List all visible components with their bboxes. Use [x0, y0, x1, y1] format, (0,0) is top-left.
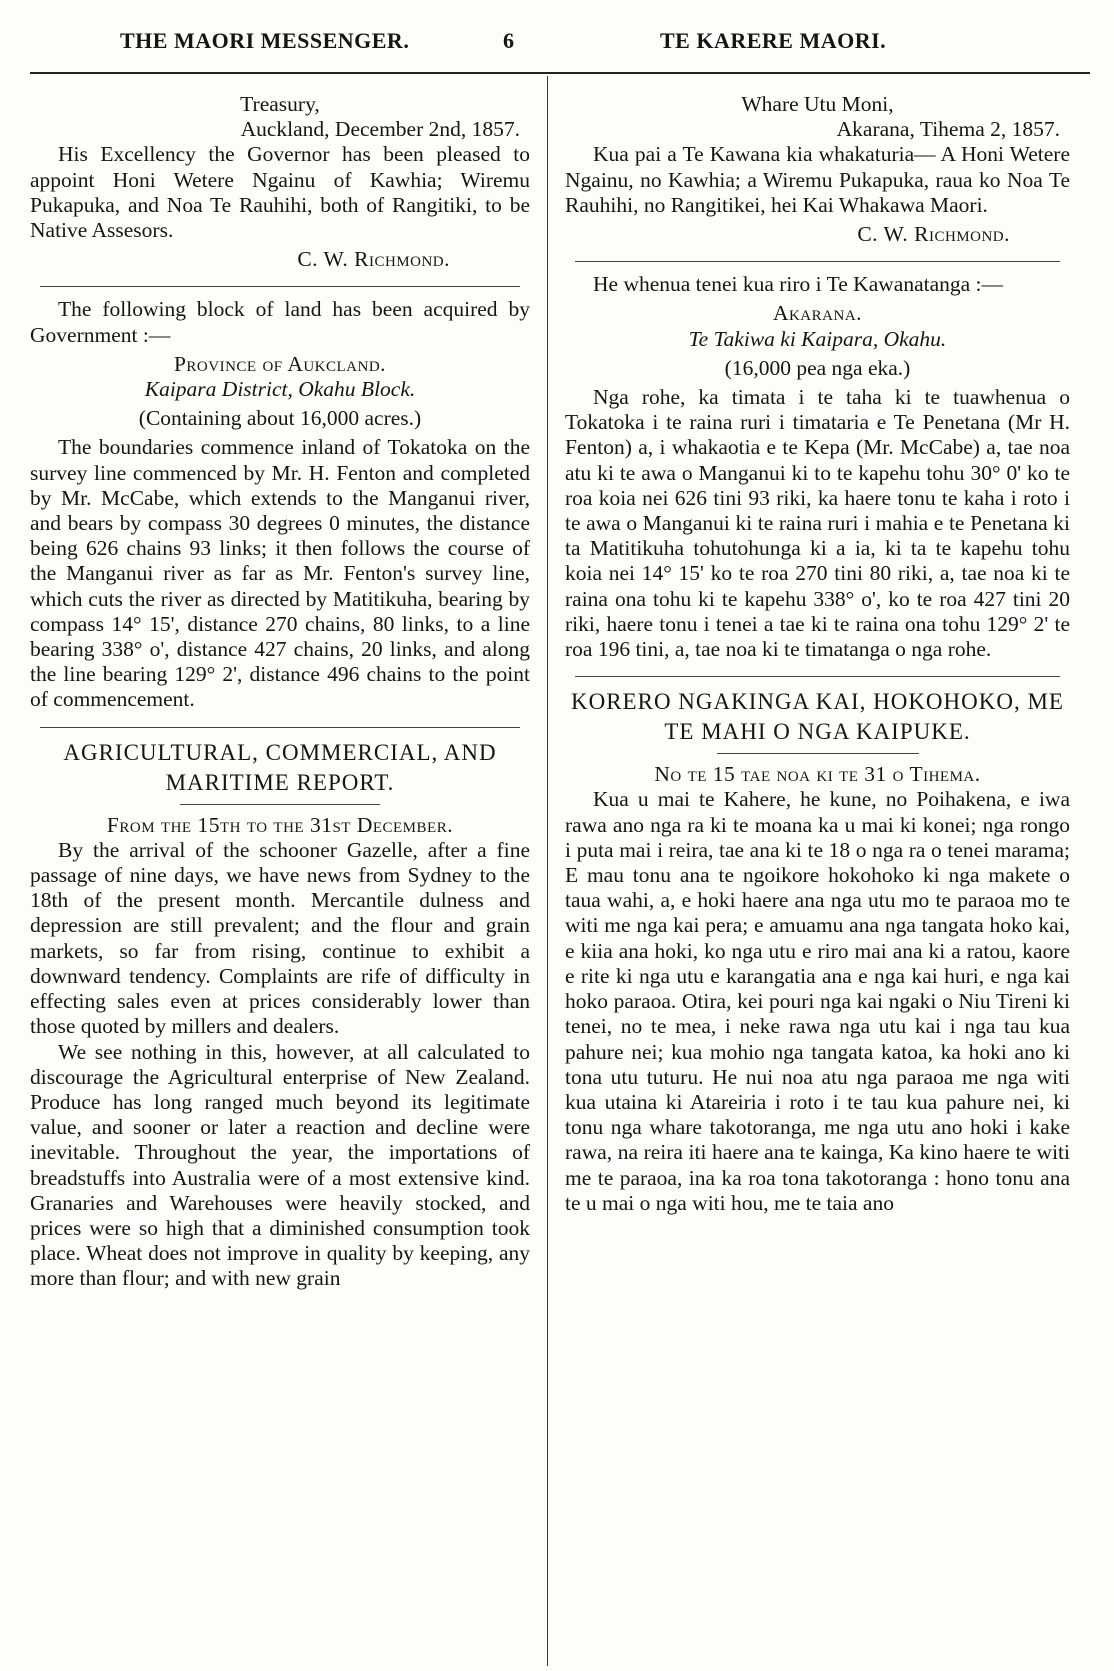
report-paragraph: By the arrival of the schooner Gazelle, after a fine passage of nine days, we have news from Sydney to the 18th of the present month. Mercantile dulness and depression are still prevalent; and the flour and grain markets, so far from rising, continue to exhibit a downward tendency. Complaints are rife of difficulty in effecting sales even at prices considerably lower than those quoted by millers and dealers.: [30, 837, 530, 1039]
separator: [40, 286, 520, 287]
boundaries-description: The boundaries commence inland of Tokatoka on the survey line commenced by Mr. H. Fenton and completed by Mr. McCabe, which extends to the Manganui river, and bears by compass 30 degrees 0 minutes, the distance being 626 chains 93 links; it then follows the course of the Manganui river as far as Mr. Fenton's survey line, which cuts the river as directed by Matitikuha, bearing by compass 14° 15', distance 270 chains, 80 links, to a line bearing 338° o', distance 427 chains, 20 links, and along the line bearing 129° 2', distance 496 chains to the point of commencement.: [30, 435, 530, 712]
page-number: 6: [503, 28, 515, 53]
land-intro: He whenua tenei kua riro i Te Kawanatanga :—: [593, 272, 1004, 297]
header-title-english: THE MAORI MESSENGER.: [120, 28, 410, 53]
report-date-range: From the 15th to the 31st December.: [106, 812, 454, 837]
header-title-maori: TE KARERE MAORI.: [660, 28, 887, 53]
signature: C. W. Richmond.: [297, 247, 450, 272]
separator: [575, 676, 1060, 677]
maori-column: [565, 92, 1070, 1216]
appointment-notice: Kua pai a Te Kawana kia whakaturia— A Honi Wetere Ngainu, no Kawhia; a Wiremu Pukapuka, raua ko Noa Te Rauhihi, no Rangitikei, hei Kai Whakawa Maori.: [565, 142, 1070, 217]
district-heading: Te Takiwa ki Kaipara, Okahu.: [688, 326, 947, 351]
report-heading: KORERO NGAKINGA KAI, HOKOHOKO, ME TE MAHI O NGA KAIPUKE.: [571, 689, 1064, 745]
treasury-heading: Whare Utu Moni,: [741, 92, 894, 116]
appointment-notice: His Excellency the Governor has been pleased to appoint Honi Wetere Ngainu of Kawhia; Wiremu Pukapuka, and Noa Te Rauhihi, both of Rangitiki, to be Native Assesors.: [30, 142, 530, 243]
report-date-range: No te 15 tae noa ki te 31 o Tihema.: [654, 762, 981, 787]
english-column: [30, 92, 530, 1292]
treasury-place-date: Akarana, Tihema 2, 1857.: [836, 117, 1060, 142]
acreage-note: (Containing about 16,000 acres.): [138, 406, 422, 431]
header-rule: [30, 72, 1090, 74]
signature: C. W. Richmond.: [857, 222, 1010, 247]
treasury-place-date: Auckland, December 2nd, 1857.: [240, 117, 520, 142]
province-heading: Province of Aukcland.: [173, 351, 387, 376]
separator: [575, 261, 1060, 262]
treasury-heading: Treasury,: [240, 92, 320, 116]
district-heading: Kaipara District, Okahu Block.: [144, 377, 416, 402]
province-heading: Akarana.: [772, 301, 863, 326]
land-intro: The following block of land has been acquired by Government :—: [30, 297, 530, 347]
report-paragraph: Kua u mai te Kahere, he kune, no Poihakena, e iwa rawa ano nga ra ki te moana ka u mai ki konei; nga rongo i puta mai i reira, tae ana ki te 18 o nga ra o tenei marama; E mau tonu ana te ngoikore hokohoko ki nga makete o taua wahi, a, e hoki haere ana nga utu mo te paraoa mo te witi me nga kai pera; e amuamu ana nga tangata hoko kai, e kiia ana hoki, ko nga utu e riro mai ana ki a ratou, kaore e rite ki nga utu e karangatia ana e nga kai huri, e nga kai hoko paraoa. Otira, kei pouri nga kai ngaki o Niu Tireni ki tenei, no te mea, i neke rawa nga utu kai i nga tau kua pahure nei; kua mohio nga tangata katoa, ka hoki ano ki tona utu tuturu. He nui noa atu nga paraoa me nga witi kua utaina ki Atareiria i roto i te tau kua pahure nei, ki tonu nga whare takotoranga, me nga utu ano hoki i kake rawa, na reira iti haere ana te kainga, Ka kino haere te witi me te paraoa, ina ka roa tona takotoranga : hono tonu ana te u mai o nga witi hou, me te taia ano: [565, 787, 1070, 1215]
separator: [40, 727, 520, 728]
column-divider: [547, 76, 548, 1666]
separator: [180, 804, 380, 805]
boundaries-description: Nga rohe, ka timata i te taha ki te tuawhenua o Tokatoka i te raina ruri i timataria e Te Penetana (Mr H. Fenton) a, i whakaotia e te Kepa (Mr. McCabe) a, tae noa atu ki te awa o Manganui ki to te kapehu tohu 30° 0' ko te roa koia nei 626 tini 93 riki, ka haere tonu te kaha i roto i te awa o Manganui ki te raina ruri i mahia e te Penetana ki ta Matitikuha tohutohunga ki a ia, ki ta te kapehu tohu koia nei 14° 15' ko te roa 270 tini 80 riki, a, tae noa ki te raina ona tohu ki te kapehu 338° o', ko te roa 427 tini 20 riki, haere tonu i tenei a tae ki te raina ona tohu 129° 2' te roa 196 tini, a, tae noa ki te timatanga o nga rohe.: [565, 385, 1070, 662]
report-paragraph: We see nothing in this, however, at all calculated to discourage the Agricultural enterprise of New Zealand. Produce has long ranged much beyond its legitimate value, and sooner or later a reaction and decline were inevitable. Throughout the year, the importations of breadstuffs into Australia were of a most extensive kind. Granaries and Warehouses were heavily stocked, and prices were so high that a diminished consumption took place. Wheat does not improve in quality by keeping, any more than flour; and with new grain: [30, 1039, 530, 1291]
acreage-note: (16,000 pea nga eka.): [724, 355, 911, 380]
page-header: [0, 28, 1114, 68]
separator: [717, 753, 919, 754]
report-heading: AGRICULTURAL, COMMERCIAL, AND MARITIME REPORT.: [63, 739, 497, 795]
